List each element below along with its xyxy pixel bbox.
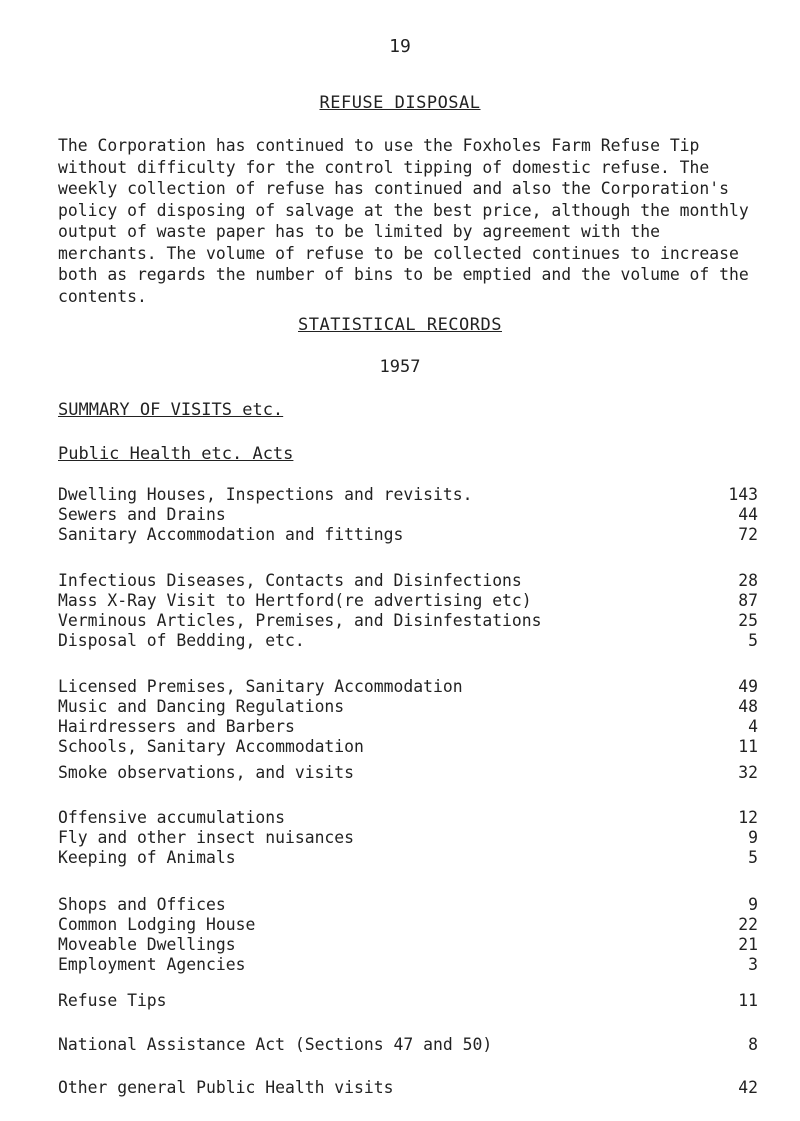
report-year: 1957: [379, 357, 421, 377]
visit-label: Smoke observations, and visits: [58, 763, 355, 782]
visit-count: 28: [738, 571, 758, 590]
visit-row: [58, 737, 758, 757]
visits-group-1: [58, 485, 758, 545]
visit-count: 42: [738, 1078, 758, 1097]
visit-row: [58, 611, 758, 631]
visit-label: National Assistance Act (Sections 47 and 50): [58, 1035, 493, 1054]
visit-label: Common Lodging House: [58, 915, 256, 934]
visit-label: Moveable Dwellings: [58, 935, 236, 954]
visit-count: 9: [748, 828, 758, 847]
visits-group-3: [58, 677, 758, 757]
visit-count: 72: [738, 525, 758, 544]
visit-row: [58, 697, 758, 717]
visit-row: [58, 631, 758, 651]
visit-count: 143: [728, 485, 758, 504]
visit-row: [58, 677, 758, 697]
visit-row: [58, 955, 758, 975]
visit-row: [58, 895, 758, 915]
visit-count: 5: [748, 631, 758, 650]
public-health-acts-heading: Public Health etc. Acts: [58, 444, 294, 464]
visits-group-5: [58, 808, 758, 868]
visit-label: Dwelling Houses, Inspections and revisits.: [58, 485, 473, 504]
visits-group-8: [58, 1035, 758, 1055]
visit-row: [58, 1035, 758, 1055]
visit-label: Disposal of Bedding, etc.: [58, 631, 305, 650]
visit-count: 25: [738, 611, 758, 630]
visit-label: Fly and other insect nuisances: [58, 828, 355, 847]
visit-row: [58, 808, 758, 828]
visit-row: [58, 848, 758, 868]
visit-row: [58, 571, 758, 591]
visit-label: Refuse Tips: [58, 991, 167, 1010]
visit-row: [58, 505, 758, 525]
visit-label: Employment Agencies: [58, 955, 246, 974]
visit-label: Mass X-Ray Visit to Hertford(re advertising etc): [58, 591, 532, 610]
visit-count: 22: [738, 915, 758, 934]
visit-count: 48: [738, 697, 758, 716]
visit-count: 21: [738, 935, 758, 954]
visit-count: 49: [738, 677, 758, 696]
visit-label: Licensed Premises, Sanitary Accommodation: [58, 677, 463, 696]
visit-row: [58, 591, 758, 611]
summary-of-visits-heading: SUMMARY OF VISITS etc.: [58, 400, 284, 420]
visit-row: [58, 991, 758, 1011]
visit-label: Other general Public Health visits: [58, 1078, 394, 1097]
visit-label: Music and Dancing Regulations: [58, 697, 345, 716]
visit-count: 11: [738, 737, 758, 756]
visit-count: 11: [738, 991, 758, 1010]
visit-label: Verminous Articles, Premises, and Disinfestations: [58, 611, 542, 630]
visit-row: [58, 717, 758, 737]
visits-group-6: [58, 895, 758, 975]
visit-label: Schools, Sanitary Accommodation: [58, 737, 364, 756]
visit-row: [58, 828, 758, 848]
refuse-disposal-heading: REFUSE DISPOSAL: [319, 93, 481, 113]
refuse-disposal-paragraph: The Corporation has continued to use the Foxholes Farm Refuse Tip without difficulty for the control tipping of domestic refuse. The weekly collection of refuse has continued and also the Corporation's policy of disposing of salvage at the best price, although the monthly output of waste paper has to be limited by agreement with the merchants. The volume of refuse to be collected continues to increase both as regards the number of bins to be emptied and the volume of the contents.: [58, 136, 749, 306]
visit-label: Shops and Offices: [58, 895, 226, 914]
visit-count: 8: [748, 1035, 758, 1054]
visit-row: [58, 915, 758, 935]
visit-label: Hairdressers and Barbers: [58, 717, 295, 736]
visit-row: [58, 1078, 758, 1098]
visit-label: Infectious Diseases, Contacts and Disinfections: [58, 571, 522, 590]
visit-count: 32: [738, 763, 758, 782]
visit-count: 44: [738, 505, 758, 524]
visits-group-4: [58, 763, 758, 783]
visit-row: [58, 485, 758, 505]
visit-count: 12: [738, 808, 758, 827]
visit-count: 4: [748, 717, 758, 736]
visits-group-9: [58, 1078, 758, 1098]
visit-label: Sanitary Accommodation and fittings: [58, 525, 404, 544]
visit-label: Offensive accumulations: [58, 808, 285, 827]
visit-label: Sewers and Drains: [58, 505, 226, 524]
visit-count: 5: [748, 848, 758, 867]
visit-row: [58, 763, 758, 783]
visits-group-2: [58, 571, 758, 651]
visits-group-7: [58, 991, 758, 1011]
visit-count: 9: [748, 895, 758, 914]
visit-label: Keeping of Animals: [58, 848, 236, 867]
visit-count: 87: [738, 591, 758, 610]
visit-count: 3: [748, 955, 758, 974]
page-number: 19: [389, 36, 411, 57]
visit-row: [58, 935, 758, 955]
statistical-records-heading: STATISTICAL RECORDS: [298, 315, 502, 335]
visit-row: [58, 525, 758, 545]
